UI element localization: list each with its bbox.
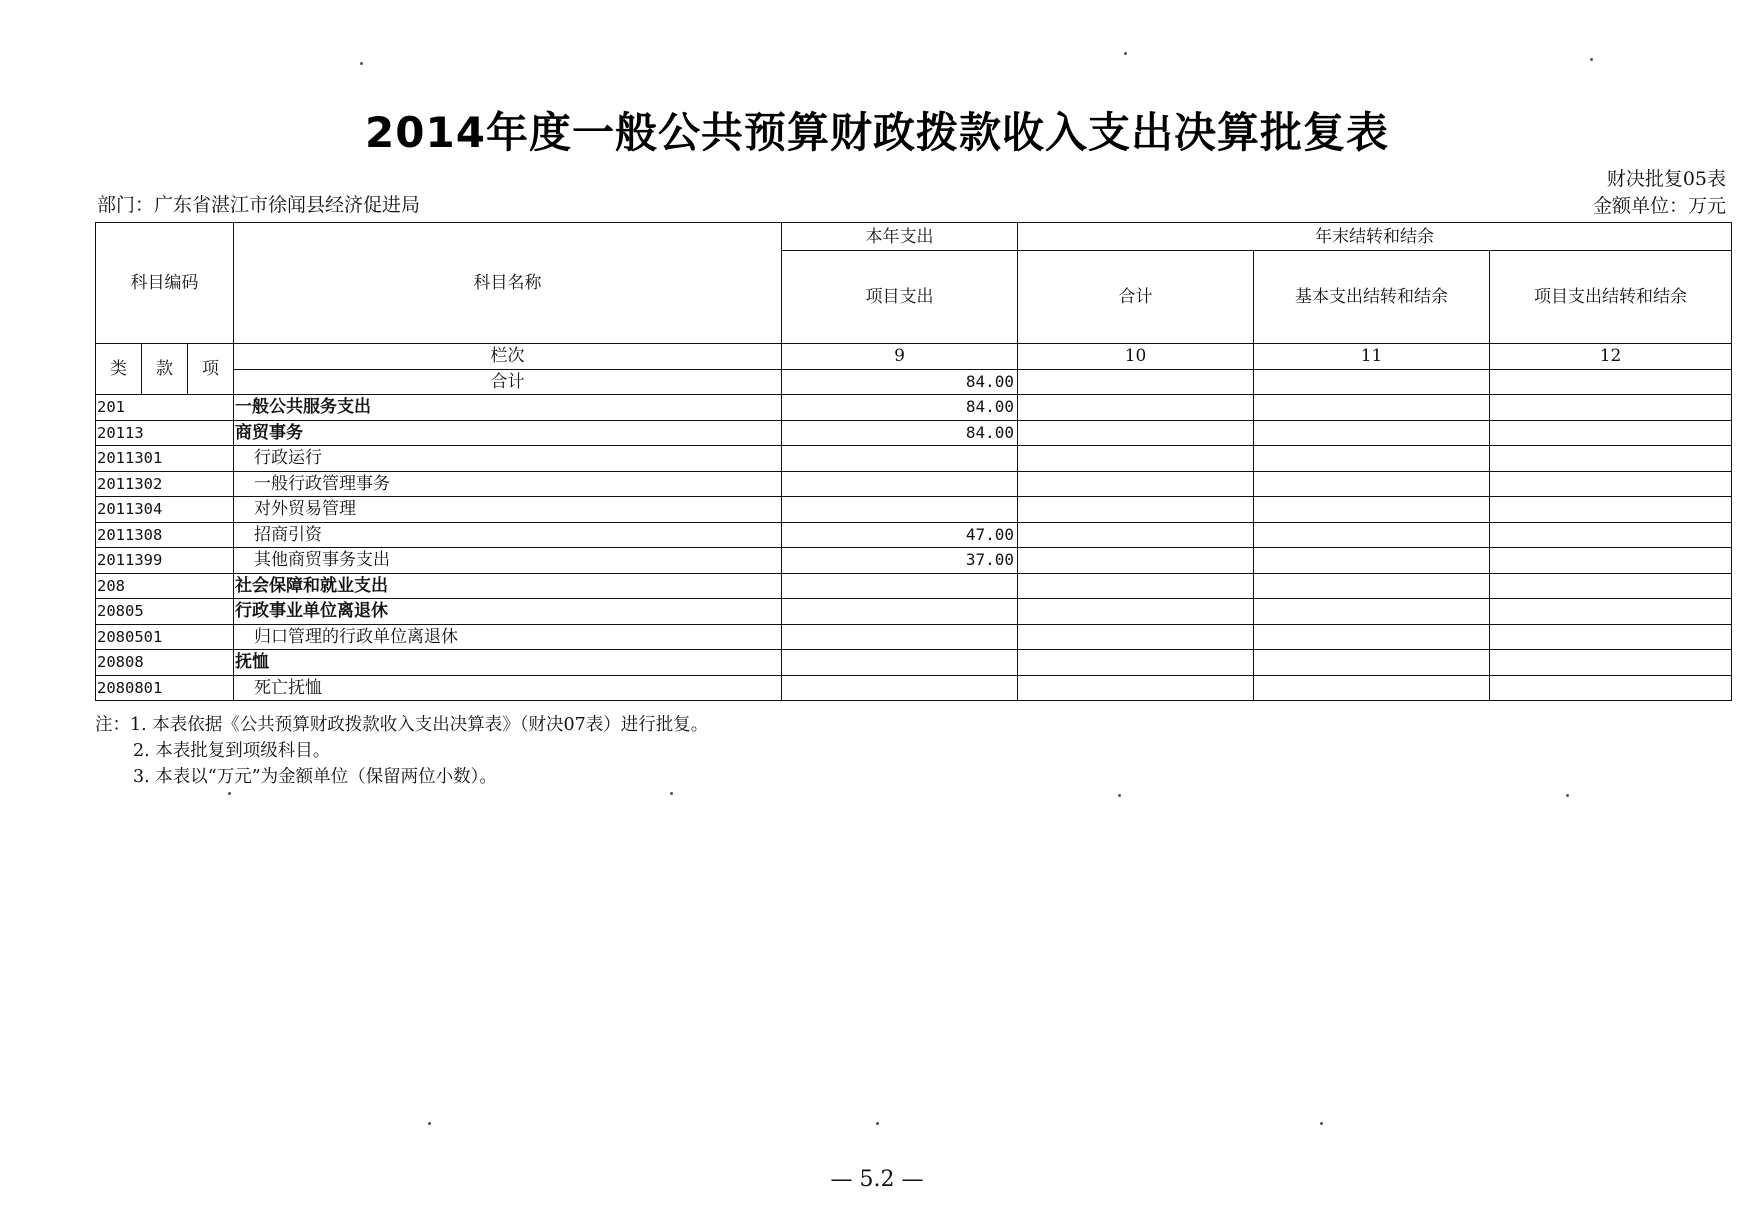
project-expense-cell (782, 497, 1018, 523)
col-number-12: 12 (1490, 344, 1732, 370)
scan-speck (1320, 1122, 1323, 1125)
header-kuan: 款 (142, 344, 188, 395)
subject-code-cell: 2080501 (96, 624, 234, 650)
table-row (96, 395, 1732, 421)
basic-carryover-cell (1254, 573, 1490, 599)
project-carryover-cell (1490, 599, 1732, 625)
subject-code-cell: 2011399 (96, 548, 234, 574)
subject-code-cell: 2011302 (96, 471, 234, 497)
project-expense-cell (782, 650, 1018, 676)
total-carryover-cell (1018, 395, 1254, 421)
header-project-expense: 项目支出 (782, 251, 1018, 344)
table-row (96, 522, 1732, 548)
table-row (96, 650, 1732, 676)
page-number: — 5.2 — (830, 1167, 924, 1192)
header-column-number: 栏次 (234, 344, 782, 370)
basic-carryover-cell (1254, 675, 1490, 701)
subject-code-cell: 208 (96, 573, 234, 599)
project-carryover-cell (1490, 650, 1732, 676)
scan-speck (1124, 52, 1127, 55)
subject-name-cell: 一般行政管理事务 (234, 471, 782, 497)
total-carryover-cell (1018, 420, 1254, 446)
header-xiang: 项 (188, 344, 234, 395)
basic-carryover-cell (1254, 650, 1490, 676)
page-title: 2014年度一般公共预算财政拨款收入支出决算批复表 (365, 108, 1389, 157)
total-carryover-cell (1018, 497, 1254, 523)
table-row (96, 599, 1732, 625)
subject-name-cell: 死亡抚恤 (234, 675, 782, 701)
basic-carryover-cell (1254, 522, 1490, 548)
header-lei: 类 (96, 344, 142, 395)
form-meta (1593, 166, 1726, 220)
scan-speck (1118, 794, 1121, 797)
subject-name-cell: 抚恤 (234, 650, 782, 676)
subject-name-cell: 归口管理的行政单位离退休 (234, 624, 782, 650)
project-carryover-cell (1490, 497, 1732, 523)
project-carryover-cell (1490, 522, 1732, 548)
header-project-carryover: 项目支出结转和结余 (1490, 251, 1732, 344)
total-cell-12 (1490, 369, 1732, 395)
scan-speck (428, 1122, 431, 1125)
subject-code-cell: 20805 (96, 599, 234, 625)
note-1: 注：1. 本表依据《公共预算财政拨款收入支出决算表》（财决07表）进行批复。 (95, 715, 709, 735)
project-expense-cell: 84.00 (782, 420, 1018, 446)
project-expense-cell (782, 675, 1018, 701)
table-row (96, 497, 1732, 523)
subject-code-cell: 2080801 (96, 675, 234, 701)
basic-carryover-cell (1254, 624, 1490, 650)
project-carryover-cell (1490, 624, 1732, 650)
header-subject-name: 科目名称 (234, 223, 782, 344)
project-expense-cell: 84.00 (782, 395, 1018, 421)
table-row (96, 446, 1732, 472)
subject-code-cell: 2011301 (96, 446, 234, 472)
project-expense-cell: 47.00 (782, 522, 1018, 548)
total-carryover-cell (1018, 650, 1254, 676)
table-row (96, 675, 1732, 701)
total-carryover-cell (1018, 624, 1254, 650)
header-basic-carryover: 基本支出结转和结余 (1254, 251, 1490, 344)
scan-speck (670, 792, 673, 795)
subject-name-cell: 对外贸易管理 (234, 497, 782, 523)
scan-speck (228, 792, 231, 795)
scan-speck (876, 1122, 879, 1125)
subject-code-cell: 20808 (96, 650, 234, 676)
basic-carryover-cell (1254, 395, 1490, 421)
total-carryover-cell (1018, 548, 1254, 574)
total-cell-11 (1254, 369, 1490, 395)
subject-code-cell: 2011308 (96, 522, 234, 548)
unit-label: 金额单位：万元 (1592, 195, 1726, 217)
project-expense-cell (782, 471, 1018, 497)
note-2: 2. 本表批复到项级科目。 (133, 741, 331, 761)
budget-table (95, 222, 1732, 701)
subject-code-cell: 201 (96, 395, 234, 421)
subject-code-cell: 20113 (96, 420, 234, 446)
total-carryover-cell (1018, 471, 1254, 497)
department-label: 部门：广东省湛江市徐闻县经济促进局 (97, 194, 421, 216)
project-carryover-cell (1490, 675, 1732, 701)
project-carryover-cell (1490, 420, 1732, 446)
total-carryover-cell (1018, 599, 1254, 625)
table-row (96, 471, 1732, 497)
subject-code-cell: 2011304 (96, 497, 234, 523)
header-row-1 (96, 223, 1732, 251)
project-carryover-cell (1490, 395, 1732, 421)
subject-name-cell: 商贸事务 (234, 420, 782, 446)
notes (95, 712, 708, 790)
project-expense-cell (782, 599, 1018, 625)
table-row (96, 573, 1732, 599)
scan-speck (360, 62, 363, 65)
project-expense-cell (782, 624, 1018, 650)
col-number-10: 10 (1018, 344, 1254, 370)
basic-carryover-cell (1254, 599, 1490, 625)
basic-carryover-cell (1254, 497, 1490, 523)
table-row (96, 624, 1732, 650)
note-3: 3. 本表以“万元”为金额单位（保留两位小数）。 (133, 767, 497, 787)
subject-name-cell: 行政事业单位离退休 (234, 599, 782, 625)
project-carryover-cell (1490, 446, 1732, 472)
basic-carryover-cell (1254, 471, 1490, 497)
subject-name-cell: 社会保障和就业支出 (234, 573, 782, 599)
project-expense-cell (782, 446, 1018, 472)
total-carryover-cell (1018, 522, 1254, 548)
project-expense-cell: 37.00 (782, 548, 1018, 574)
subject-name-cell: 其他商贸事务支出 (234, 548, 782, 574)
subject-name-cell: 招商引资 (234, 522, 782, 548)
project-carryover-cell (1490, 471, 1732, 497)
total-cell-10 (1018, 369, 1254, 395)
scan-speck (1590, 58, 1593, 61)
total-carryover-cell (1018, 675, 1254, 701)
project-carryover-cell (1490, 548, 1732, 574)
total-carryover-cell (1018, 573, 1254, 599)
header-current-year-expense: 本年支出 (782, 223, 1018, 251)
project-carryover-cell (1490, 573, 1732, 599)
scan-speck (1566, 794, 1569, 797)
table-row (96, 548, 1732, 574)
total-carryover-cell (1018, 446, 1254, 472)
subject-name-cell: 行政运行 (234, 446, 782, 472)
table-row (96, 420, 1732, 446)
basic-carryover-cell (1254, 446, 1490, 472)
total-label: 合计 (234, 369, 782, 395)
col-number-11: 11 (1254, 344, 1490, 370)
total-project-expense: 84.00 (782, 369, 1018, 395)
project-expense-cell (782, 573, 1018, 599)
header-subject-code: 科目编码 (96, 223, 234, 344)
header-year-end-carryover: 年末结转和结余 (1018, 223, 1732, 251)
col-number-9: 9 (782, 344, 1018, 370)
header-total: 合计 (1018, 251, 1254, 344)
subject-name-cell: 一般公共服务支出 (234, 395, 782, 421)
form-code-label: 财决批复05表 (1606, 168, 1726, 190)
column-number-row (96, 344, 1732, 370)
total-row (96, 369, 1732, 395)
basic-carryover-cell (1254, 420, 1490, 446)
basic-carryover-cell (1254, 548, 1490, 574)
